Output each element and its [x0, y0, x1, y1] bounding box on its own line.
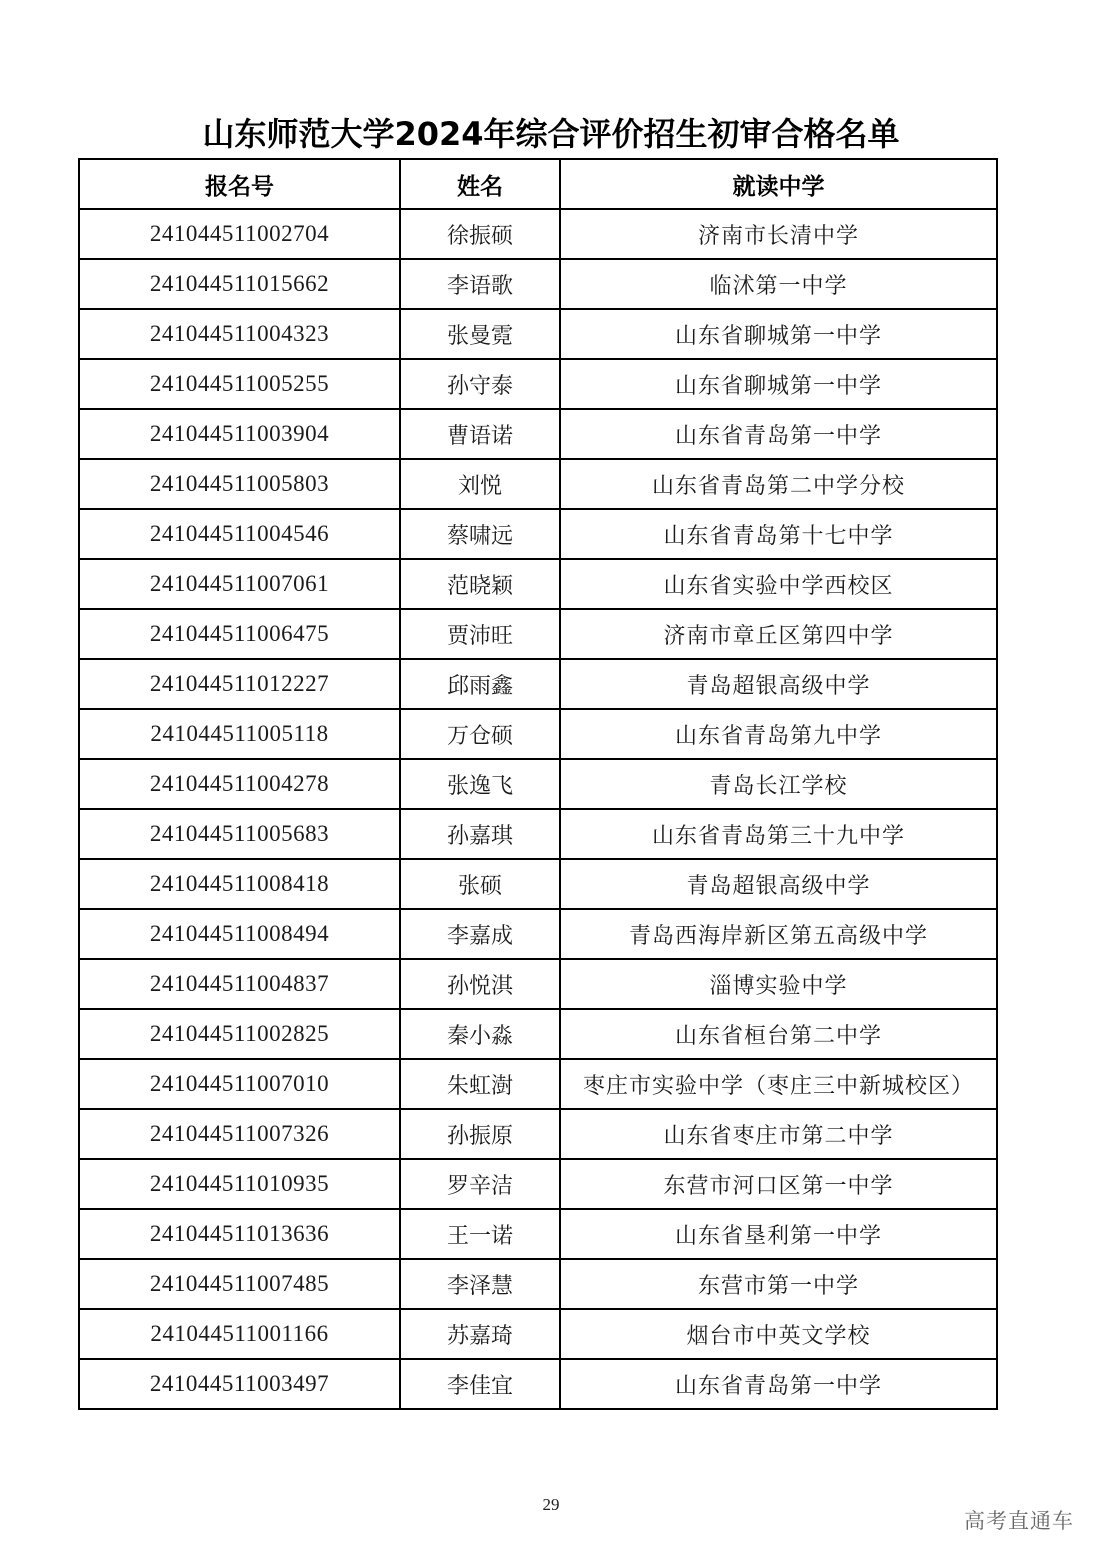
table-row [79, 609, 997, 659]
school-name-cell: 山东省青岛第十七中学 [560, 509, 997, 559]
student-name-cell: 李语歌 [400, 259, 560, 309]
student-name-cell: 罗辛洁 [400, 1159, 560, 1209]
school-name-cell: 山东省青岛第一中学 [560, 409, 997, 459]
table-row [79, 459, 997, 509]
registration-number-cell: 241044511007010 [79, 1059, 400, 1109]
student-name-cell: 朱虹澍 [400, 1059, 560, 1109]
school-name-cell: 山东省青岛第九中学 [560, 709, 997, 759]
student-name-cell: 孙嘉琪 [400, 809, 560, 859]
registration-number-cell: 241044511005255 [79, 359, 400, 409]
school-name-cell: 山东省垦利第一中学 [560, 1209, 997, 1259]
table-row [79, 909, 997, 959]
student-name-cell: 邱雨鑫 [400, 659, 560, 709]
table-row [79, 859, 997, 909]
table-row [79, 509, 997, 559]
school-name-cell: 山东省青岛第三十九中学 [560, 809, 997, 859]
header-row [79, 159, 997, 209]
school-name-cell: 青岛超银高级中学 [560, 659, 997, 709]
school-name-cell: 烟台市中英文学校 [560, 1309, 997, 1359]
registration-number-cell: 241044511005683 [79, 809, 400, 859]
registration-number-cell: 241044511008494 [79, 909, 400, 959]
school-name-cell: 青岛长江学校 [560, 759, 997, 809]
column-header-registration-number: 报名号 [79, 159, 400, 209]
registration-number-cell: 241044511013636 [79, 1209, 400, 1259]
student-name-cell: 李泽慧 [400, 1259, 560, 1309]
table-row [79, 1109, 997, 1159]
registration-number-cell: 241044511007326 [79, 1109, 400, 1159]
school-name-cell: 山东省聊城第一中学 [560, 359, 997, 409]
registration-number-cell: 241044511003904 [79, 409, 400, 459]
registration-number-cell: 241044511002704 [79, 209, 400, 259]
table-row [79, 1359, 997, 1409]
student-name-cell: 徐振硕 [400, 209, 560, 259]
table-row [79, 1059, 997, 1109]
roster-body [79, 209, 997, 1409]
table-row [79, 409, 997, 459]
school-name-cell: 山东省实验中学西校区 [560, 559, 997, 609]
registration-number-cell: 241044511004278 [79, 759, 400, 809]
school-name-cell: 山东省桓台第二中学 [560, 1009, 997, 1059]
table-row [79, 359, 997, 409]
table-row [79, 1009, 997, 1059]
table-row [79, 959, 997, 1009]
registration-number-cell: 241044511005118 [79, 709, 400, 759]
registration-number-cell: 241044511002825 [79, 1009, 400, 1059]
student-name-cell: 范晓颖 [400, 559, 560, 609]
registration-number-cell: 241044511003497 [79, 1359, 400, 1409]
school-name-cell: 临沭第一中学 [560, 259, 997, 309]
student-name-cell: 孙悦淇 [400, 959, 560, 1009]
registration-number-cell: 241044511012227 [79, 659, 400, 709]
registration-number-cell: 241044511004837 [79, 959, 400, 1009]
table-row [79, 1209, 997, 1259]
student-name-cell: 王一诺 [400, 1209, 560, 1259]
school-name-cell: 山东省青岛第二中学分校 [560, 459, 997, 509]
student-name-cell: 张硕 [400, 859, 560, 909]
column-header-school: 就读中学 [560, 159, 997, 209]
registration-number-cell: 241044511007061 [79, 559, 400, 609]
watermark: 高考直通车 [964, 1509, 1074, 1533]
student-name-cell: 李嘉成 [400, 909, 560, 959]
student-name-cell: 万仓硕 [400, 709, 560, 759]
school-name-cell: 山东省枣庄市第二中学 [560, 1109, 997, 1159]
student-name-cell: 苏嘉琦 [400, 1309, 560, 1359]
table-row [79, 809, 997, 859]
school-name-cell: 济南市章丘区第四中学 [560, 609, 997, 659]
registration-number-cell: 241044511004546 [79, 509, 400, 559]
school-name-cell: 山东省青岛第一中学 [560, 1359, 997, 1409]
table-row [79, 659, 997, 709]
table-row [79, 259, 997, 309]
table-row [79, 559, 997, 609]
registration-number-cell: 241044511008418 [79, 859, 400, 909]
page-number: 29 [542, 1495, 560, 1514]
student-name-cell: 刘悦 [400, 459, 560, 509]
registration-number-cell: 241044511015662 [79, 259, 400, 309]
table-row [79, 1309, 997, 1359]
student-name-cell: 李佳宜 [400, 1359, 560, 1409]
registration-number-cell: 241044511006475 [79, 609, 400, 659]
school-name-cell: 枣庄市实验中学（枣庄三中新城校区） [560, 1059, 997, 1109]
school-name-cell: 淄博实验中学 [560, 959, 997, 1009]
student-name-cell: 曹语诺 [400, 409, 560, 459]
student-name-cell: 贾沛旺 [400, 609, 560, 659]
roster-table [78, 158, 998, 1410]
table-row [79, 309, 997, 359]
school-name-cell: 山东省聊城第一中学 [560, 309, 997, 359]
student-name-cell: 秦小淼 [400, 1009, 560, 1059]
column-header-name: 姓名 [400, 159, 560, 209]
document-title: 山东师范大学2024年综合评价招生初审合格名单 [202, 115, 900, 153]
registration-number-cell: 241044511010935 [79, 1159, 400, 1209]
table-row [79, 709, 997, 759]
table-row [79, 759, 997, 809]
school-name-cell: 东营市第一中学 [560, 1259, 997, 1309]
student-name-cell: 张逸飞 [400, 759, 560, 809]
student-name-cell: 张曼霓 [400, 309, 560, 359]
school-name-cell: 济南市长清中学 [560, 209, 997, 259]
student-name-cell: 蔡啸远 [400, 509, 560, 559]
table-row [79, 1159, 997, 1209]
school-name-cell: 青岛超银高级中学 [560, 859, 997, 909]
registration-number-cell: 241044511007485 [79, 1259, 400, 1309]
student-name-cell: 孙振原 [400, 1109, 560, 1159]
student-name-cell: 孙守泰 [400, 359, 560, 409]
school-name-cell: 东营市河口区第一中学 [560, 1159, 997, 1209]
registration-number-cell: 241044511005803 [79, 459, 400, 509]
table-row [79, 1259, 997, 1309]
registration-number-cell: 241044511001166 [79, 1309, 400, 1359]
table-row [79, 209, 997, 259]
registration-number-cell: 241044511004323 [79, 309, 400, 359]
school-name-cell: 青岛西海岸新区第五高级中学 [560, 909, 997, 959]
